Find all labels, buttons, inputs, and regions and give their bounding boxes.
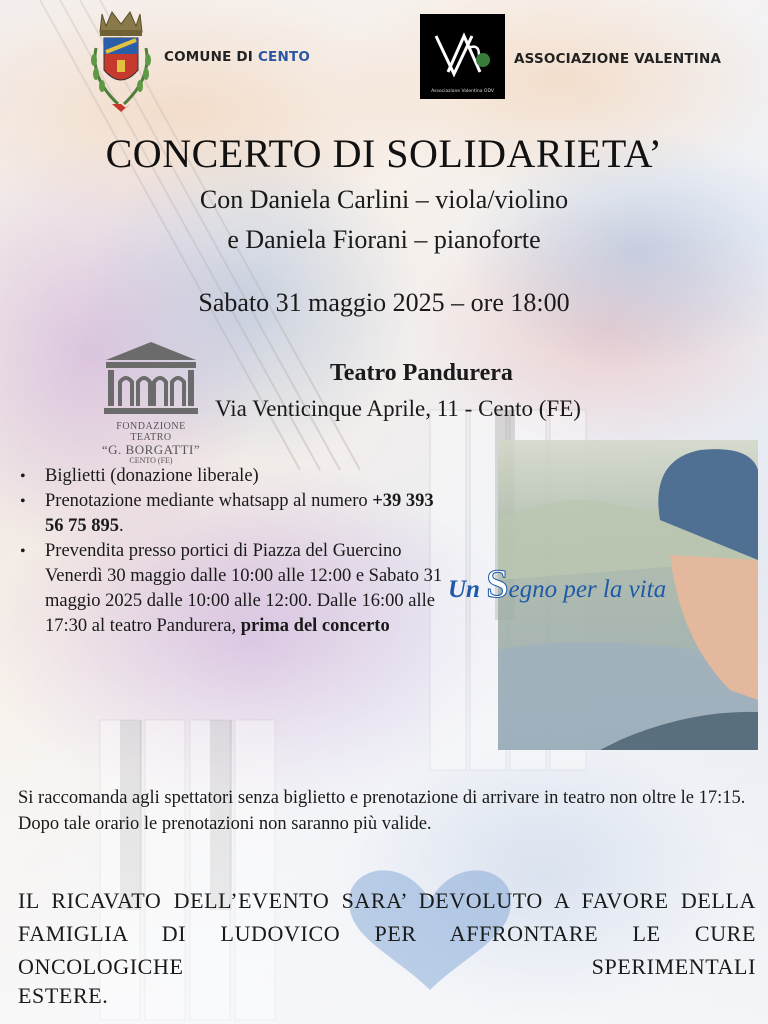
comune-name: CENTO — [257, 49, 311, 65]
booking-text-end: . — [119, 516, 124, 536]
performers-line-2: e Daniela Fiorani – pianoforte — [227, 225, 541, 254]
list-item: • Biglietti (donazione liberale) — [20, 466, 259, 486]
theatre-logo-line-3: CENTO (FE) — [129, 456, 173, 465]
proceeds-statement: IL RICAVATO DELL’EVENTO SARA’ DEVOLUTO A FAVORE DELLA FAMIGLIA DI LUDOVICO PER AFFRONTARE LE CURE ONCOLOGICHE SPERIMENTALI — [18, 888, 756, 979]
booking-text: Prenotazione mediante whatsapp al numero — [45, 491, 373, 511]
late-arrival-notice: Si raccomanda agli spettatori senza biglietto e prenotazione di arrivare in teatro non oltre le 17:15. Dopo tale orario le prenotazioni non saranno più valide. — [18, 788, 746, 834]
segno-un: Un — [448, 576, 480, 603]
presale-text: Prevendita presso portici di Piazza del Guercino Venerdì 30 maggio dalle 10:00 alle 12:00 e Sabato 31 maggio 2025 dalle 10:00 alle 12:00. Dalle 16:00 alle 17:30 al teatro Pandurera, — [45, 541, 443, 636]
performers-line-1: Con Daniela Carlini – viola/violino — [199, 185, 569, 214]
venue-name: Teatro Pandurera — [330, 360, 513, 386]
event-title: CONCERTO DI SOLIDARIETA’ — [105, 131, 663, 176]
comune-label — [164, 49, 310, 65]
theatre-logo — [96, 338, 206, 465]
association-label: ASSOCIAZIONE VALENTINA — [514, 51, 722, 67]
proceeds-statement-end: ESTERE. — [18, 983, 109, 1008]
theatre-logo-line-1: FONDAZIONE TEATRO — [116, 421, 186, 443]
presale-emphasis: prima del concerto — [240, 616, 390, 636]
list-item: • Prevendita presso portici di Piazza del Guercino Venerdì 30 maggio dalle 10:00 alle 12:00 e Sabato 31 maggio 2025 dalle 10:00 alle 12:00. Dalle 16:00 alle 17:30 al teatro Pandurera, prima del concerto — [20, 541, 443, 636]
comune-prefix: COMUNE DI — [164, 49, 258, 65]
segno-logo — [448, 560, 666, 607]
segno-s: S — [486, 561, 509, 606]
theatre-building-icon — [96, 338, 206, 416]
venue-address: Via Venticinque Aprile, 11 - Cento (FE) — [215, 396, 581, 421]
segno-rest: egno per la vita — [508, 576, 667, 603]
info-list — [18, 464, 448, 639]
phone-number: +39 393 56 75 895 — [45, 491, 434, 536]
theatre-logo-line-2: “G. BORGATTI” — [101, 442, 201, 457]
tickets-text: Biglietti (donazione liberale) — [45, 466, 259, 486]
association-logo — [420, 14, 505, 99]
event-date: Sabato 31 maggio 2025 – ore 18:00 — [198, 288, 570, 317]
comune-crest — [84, 8, 158, 116]
list-item: • Prenotazione mediante whatsapp al numero +39 393 56 75 895. — [20, 491, 434, 536]
association-logo-caption: Associazione Valentina ODV — [431, 89, 494, 94]
